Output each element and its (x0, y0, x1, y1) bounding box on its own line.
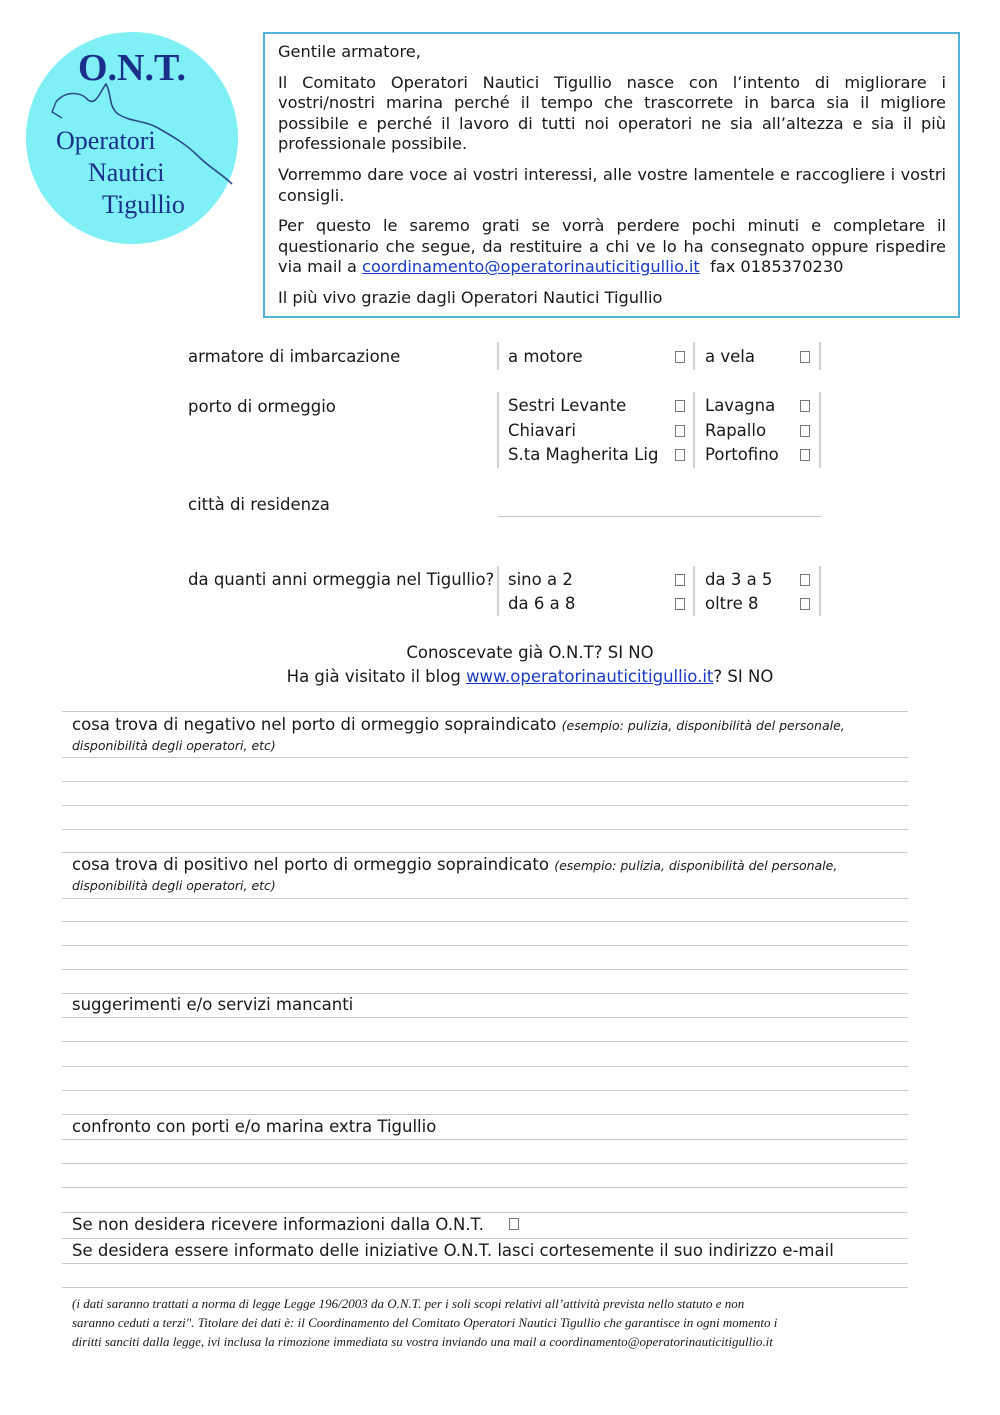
comparison-answer-line-3[interactable] (62, 1187, 908, 1188)
negative-answer-line-4[interactable] (62, 829, 908, 830)
letter-closing: Il più vivo grazie dagli Operatori Nautici Tigullio (278, 287, 663, 307)
optout-text: Se non desidera ricevere informazioni dalla O.N.T. (72, 1215, 484, 1234)
port-portofino-label: Portofino (705, 445, 779, 464)
email-request-text: Se desidera essere informato delle iniziative O.N.T. lasci cortesemente il suo indirizzo e-mail (72, 1241, 834, 1260)
suggestions-answer-line-4[interactable] (62, 1090, 908, 1091)
comparison-answer-line-2[interactable] (62, 1163, 908, 1164)
city-label: città di residenza (188, 495, 330, 514)
fax-number: fax 0185370230 (710, 257, 844, 277)
years-upto2-checkbox[interactable] (675, 574, 685, 586)
years-3to5-checkbox[interactable] (800, 574, 810, 586)
port-chiavari-checkbox[interactable] (675, 425, 685, 437)
city-input-line[interactable] (498, 516, 821, 517)
negative-hint: (esempio: pulizia, disponibilità del personale, (561, 718, 845, 733)
knew-ont-question: Conoscevate già O.N.T? SI NO (406, 643, 654, 662)
years-6to8-label: da 6 a 8 (508, 594, 576, 613)
logo-title: O.N.T. (77, 47, 187, 89)
suggestions-answer-line-2[interactable] (62, 1041, 908, 1042)
blog-question-suffix: ? SI NO (713, 667, 774, 686)
years-upto2-label: sino a 2 (508, 570, 573, 589)
positive-answer-line-1[interactable] (62, 898, 908, 899)
port-margherita-checkbox[interactable] (675, 449, 685, 461)
port-label: porto di ormeggio (188, 397, 336, 416)
years-label: da quanti anni ormeggia nel Tigullio? (188, 570, 495, 589)
option-vela-checkbox[interactable] (800, 351, 810, 363)
negative-title: cosa trova di negativo nel porto di ormeggio sopraindicato (72, 715, 557, 734)
intro-letter (263, 32, 960, 318)
port-portofino-checkbox[interactable] (800, 449, 810, 461)
port-sestri-label: Sestri Levante (508, 396, 627, 415)
letter-paragraph-1: Il Comitato Operatori Nautici Tigullio nasce con l’intento di migliorare i vostri/nostri marina perché il tempo che trascorrete in barca sia il migliore possibile e perché il lavoro di tutti noi operatori ne sia all’altezza e sia il più professionale possibile. (278, 72, 946, 154)
negative-answer-line-2[interactable] (62, 781, 908, 782)
comparison-title: confronto con porti e/o marina extra Tigullio (72, 1117, 437, 1136)
email-link[interactable]: coordinamento@operatorinauticitigullio.it (362, 257, 700, 277)
positive-answer-line-3[interactable] (62, 945, 908, 946)
boat-type-label: armatore di imbarcazione (188, 347, 401, 366)
negative-answer-line-1[interactable] (62, 757, 908, 758)
port-sestri-checkbox[interactable] (675, 400, 685, 412)
option-motore-checkbox[interactable] (675, 351, 685, 363)
port-margherita-label: S.ta Magherita Lig (508, 445, 659, 464)
ont-logo (26, 32, 238, 244)
blog-question-prefix: Ha già visitato il blog (286, 667, 461, 686)
logo-line-3: Tigullio (102, 190, 185, 219)
logo-line-1: Operatori (56, 126, 156, 155)
positive-hint: (esempio: pulizia, disponibilità del personale, (554, 858, 838, 873)
port-chiavari-label: Chiavari (508, 421, 576, 440)
years-3to5-label: da 3 a 5 (705, 570, 773, 589)
logo-line-2: Nautici (88, 158, 165, 187)
privacy-footnote-1: (i dati saranno trattati a norma di legge Legge 196/2003 da O.N.T. per i soli scopi relativi all’attività prevista nello statuto e non (72, 1296, 745, 1311)
option-vela-label: a vela (705, 347, 755, 366)
letter-paragraph-3-text: Per questo le saremo grati se vorrà perdere pochi minuti e completare il questionario che segue, da restituire a chi ve lo ha consegnato oppure rispedire via mail a (278, 216, 946, 277)
positive-question (72, 855, 837, 874)
privacy-footnote-2: saranno ceduti a terzi". Titolare dei dati è: il Coordinamento del Comitato Operatori Nautici Tigullio che garantisce in ogni momento i (72, 1315, 778, 1330)
suggestions-answer-line-3[interactable] (62, 1066, 908, 1067)
years-over8-checkbox[interactable] (800, 598, 810, 610)
negative-hint-2: disponibilità degli operatori, etc) (72, 738, 276, 753)
port-rapallo-checkbox[interactable] (800, 425, 810, 437)
suggestions-answer-line-1[interactable] (62, 1017, 908, 1018)
positive-title: cosa trova di positivo nel porto di ormeggio sopraindicato (72, 855, 549, 874)
letter-paragraph-3 (278, 216, 946, 278)
blog-link[interactable]: www.operatorinauticitigullio.it (466, 667, 714, 686)
email-answer-line[interactable] (62, 1263, 908, 1264)
letter-paragraph-2: Vorremmo dare voce ai vostri interessi, alle vostre lamentele e raccogliere i vostri consigli. (278, 164, 946, 205)
negative-answer-line-3[interactable] (62, 805, 908, 806)
optout-checkbox[interactable] (509, 1218, 519, 1230)
privacy-footnote-3: diritti sanciti dalla legge, ivi inclusa la rimozione immediata su vostra inviando una mail a coordinamento@operatorinauticitigullio.it (72, 1334, 773, 1349)
years-over8-label: oltre 8 (705, 594, 759, 613)
option-motore-label: a motore (508, 347, 583, 366)
years-6to8-checkbox[interactable] (675, 598, 685, 610)
suggestions-title: suggerimenti e/o servizi mancanti (72, 995, 354, 1014)
negative-question (72, 715, 845, 734)
comparison-answer-line-1[interactable] (62, 1139, 908, 1140)
positive-answer-line-2[interactable] (62, 921, 908, 922)
letter-greeting: Gentile armatore, (278, 42, 421, 61)
blog-question (0, 665, 1000, 689)
port-lavagna-label: Lavagna (705, 396, 776, 415)
port-rapallo-label: Rapallo (705, 421, 767, 440)
positive-hint-2: disponibilità degli operatori, etc) (72, 878, 276, 893)
positive-answer-line-4[interactable] (62, 969, 908, 970)
port-lavagna-checkbox[interactable] (800, 400, 810, 412)
